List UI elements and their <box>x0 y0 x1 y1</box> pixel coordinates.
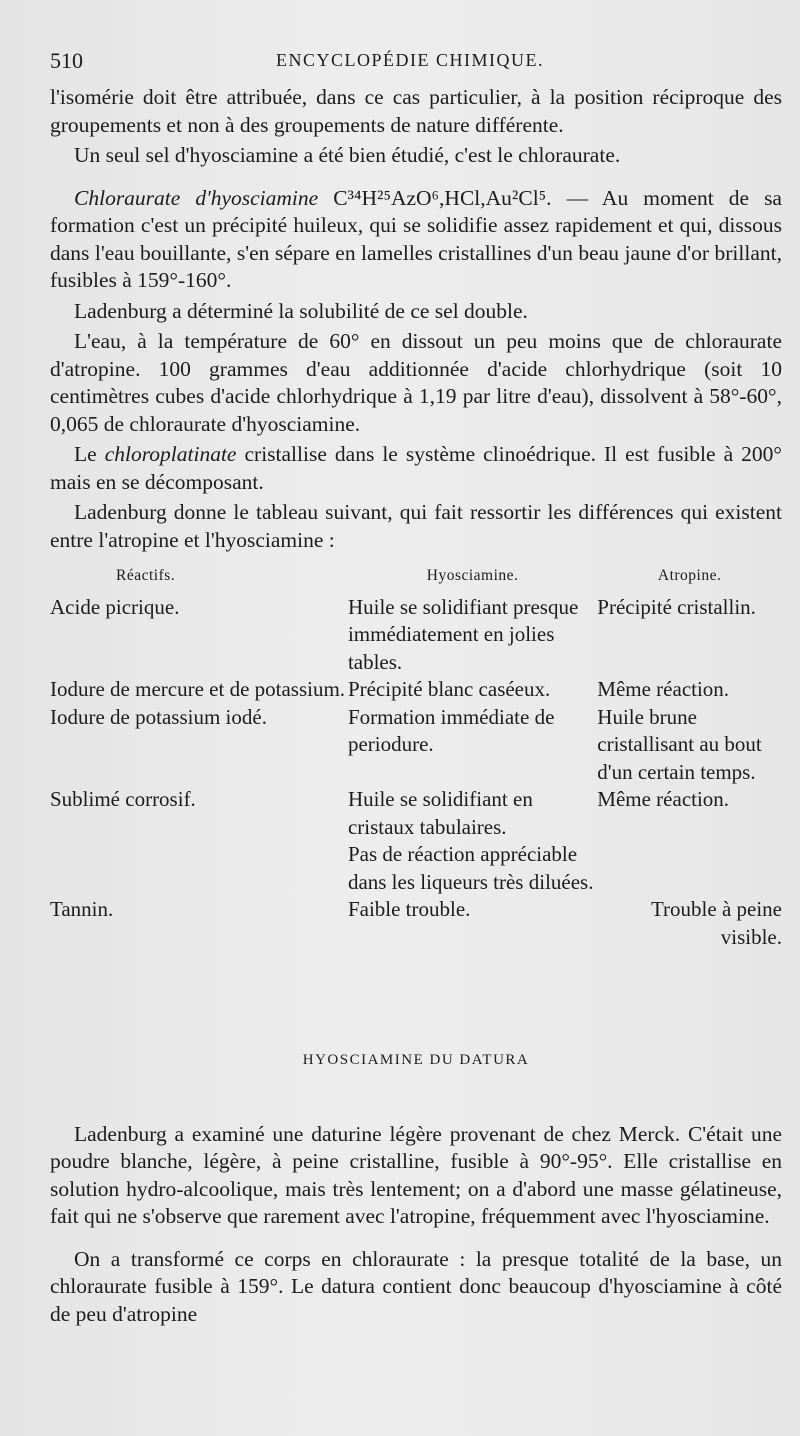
chloraurate-text: C³⁴H²⁵AzO⁶,HCl,Au²Cl⁵. — Au moment de sa formation c'est un précipité huileux, qui se solidifie assez rapidement et qui, dissous dans l'eau bouillante, s'en sépare en lamelles cristallines d'un beau jaune d'or brillant, fusibles à 159°-160°. <box>50 185 782 292</box>
chloraurate-title: Chloraurate d'hyosciamine <box>74 185 319 210</box>
header-reactifs: Réactifs. <box>116 567 176 584</box>
paragraph-tableau-intro: Ladenburg donne le tableau suivant, qui fait ressortir les différences qui existent entre l'atropine et l'hyosciamine : <box>50 500 782 552</box>
table-row: Pas de réaction appréciable dans les liqueurs très diluées. <box>347 842 594 894</box>
table-row: Iodure de mercure et de potassium. Précipité blanc caséeux. Même réaction. <box>50 677 730 701</box>
header-hyosciamine: Hyosciamine. <box>426 567 519 584</box>
section-title: HYOSCIAMINE DU DATURA <box>302 1052 530 1068</box>
paragraph-solubilite: Ladenburg a déterminé la solubilité de ce sel double. <box>74 298 528 323</box>
running-title: ENCYCLOPÉDIE CHIMIQUE. <box>276 50 544 70</box>
paragraph-eau: L'eau, à la température de 60° en dissout un peu moins que de chloraurate d'atropine. 100 grammes d'eau additionnée d'acide chlorhydrique (soit 10 centimètres cubes d'acide chlorhydrique à 1,19 par litre d'eau), dissolvent à 58°-60°, 0,065 de chloraurate d'hyosciamine. <box>50 329 782 436</box>
table-row: Sublimé corrosif. Huile se solidifiant en cristaux tabulaires. Même réaction. <box>50 787 730 839</box>
chloroplatinate-term: chloroplatinate <box>104 442 237 466</box>
header-atropine: Atropine. <box>657 567 722 584</box>
paragraph-isomerie: l'isomérie doit être attribuée, dans ce cas particulier, à la position réciproque des groupements et non à des groupements de nature différente. <box>50 85 782 137</box>
table-row: Acide picrique. Huile se solidifiant presque immédiatement en jolies tables. Précipité cristallin. <box>50 594 756 674</box>
table-header-row <box>50 562 782 594</box>
paragraph-chloraurate <box>50 185 782 295</box>
paragraph-transformation: On a transformé ce corps en chloraurate : la presque totalité de la base, un chloraurate fusible à 159°. Le datura contient donc beaucoup d'hyosciamine à côté de peu d'atropine <box>50 1246 782 1326</box>
table-row: Tannin. Faible trouble. Trouble à peine visible. <box>50 897 782 949</box>
reaction-table <box>50 562 782 951</box>
paragraph-daturine: Ladenburg a examiné une daturine légère provenant de chez Merck. C'était une poudre blanche, légère, à peine cristalline, fusible à 90°-95°. Elle cristallise en solution hydro-alcoolique, mais très lentement; on a d'abord une masse gélatineuse, fait qui ne s'observe que rarement avec l'atropine, fréquemment avec l'hyosciamine. <box>50 1121 782 1228</box>
page-number: 510 <box>50 48 83 73</box>
page-body <box>50 84 782 1331</box>
paragraph-chloroplatinate: Le chloroplatinate cristallise dans le système clinoédrique. Il est fusible à 200° mais en se décomposant. <box>50 442 782 494</box>
table-row: Iodure de potassium iodé. Formation immédiate de periodure. Huile brune cristallisant au bout d'un certain temps. <box>50 704 762 784</box>
paragraph-sel-unique: Un seul sel d'hyosciamine a été bien étudié, c'est le chloraurate. <box>74 143 621 167</box>
page-header <box>50 48 770 78</box>
